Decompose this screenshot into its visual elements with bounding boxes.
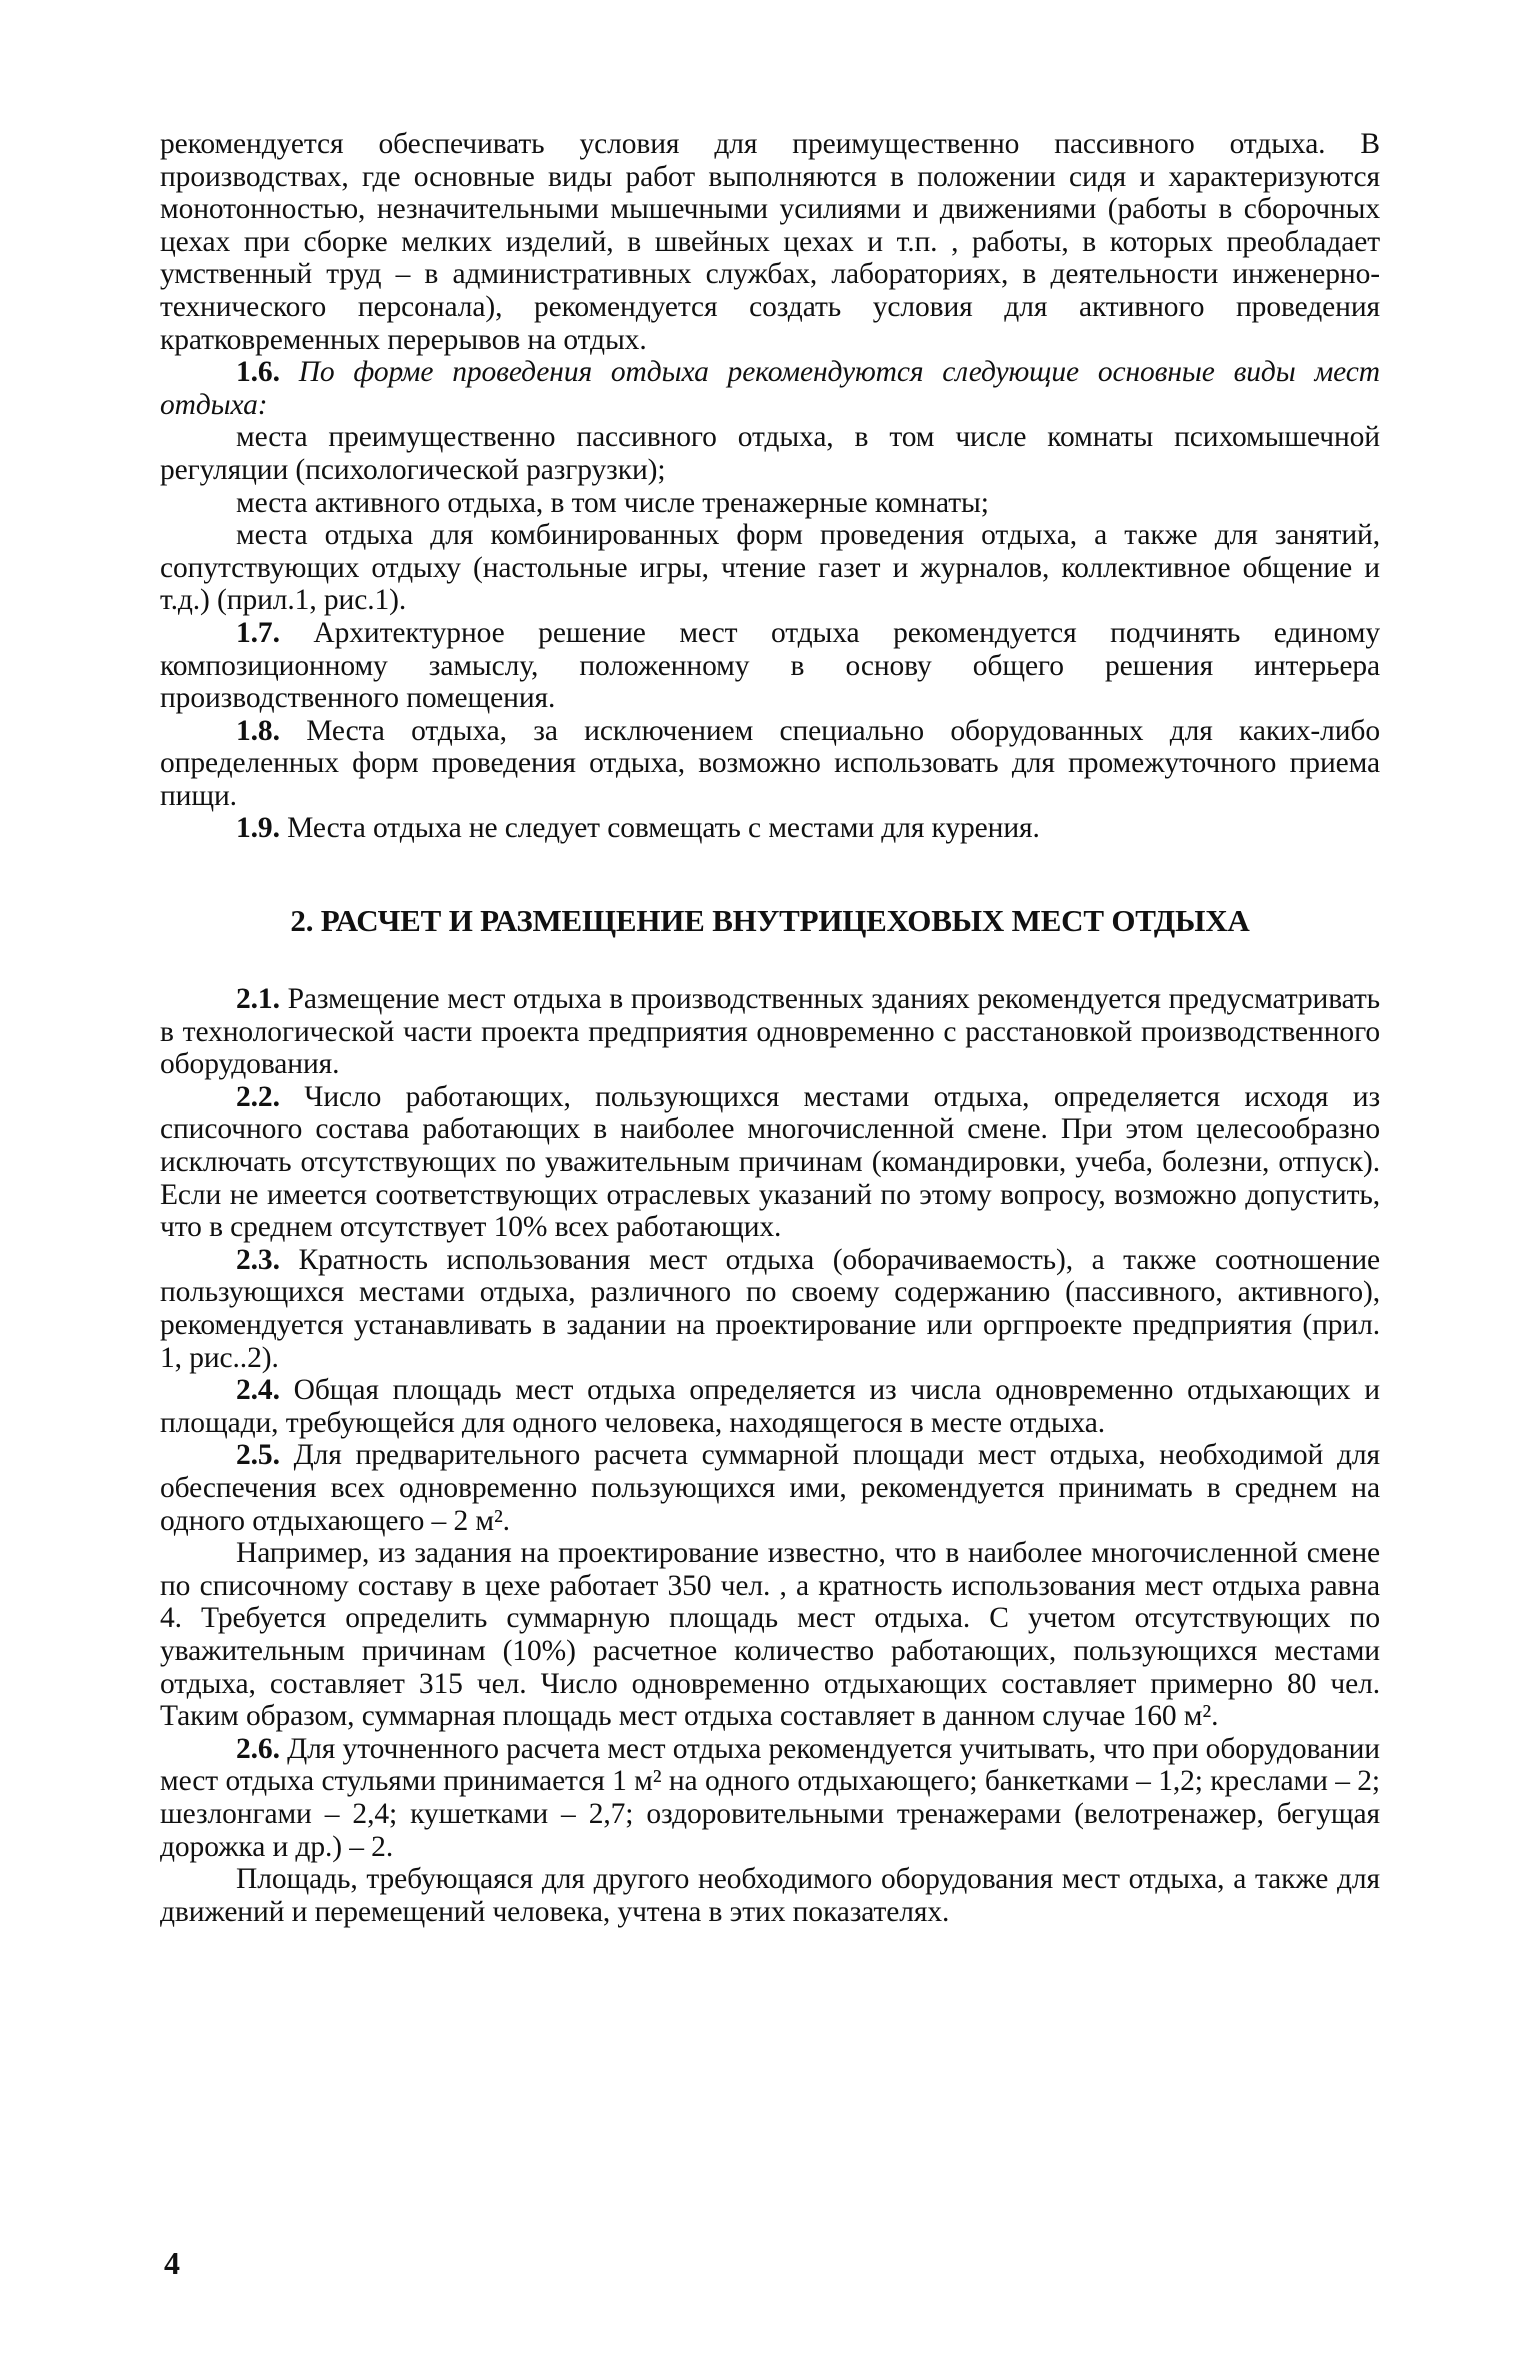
paragraph-2-6 bbox=[160, 1733, 1380, 1863]
paragraph-number: 1.6. bbox=[236, 356, 280, 389]
page-number: 4 bbox=[164, 2245, 180, 2281]
paragraph-text: Для уточненного расчета мест отдыха рекомендуется учитывать, что при оборудовании мест отдыха стульями принимается 1 м² на одного отдыхающего; банкетками – 1,2; креслами – 2; шезлонгами – 2,4; кушетками – 2,7; оздоровительными тренажерами (велотренажер, бегущая дорожка и др.) – 2. bbox=[160, 1732, 1380, 1863]
paragraph-number: 1.7. bbox=[236, 616, 280, 649]
paragraph-text: Архитектурное решение мест отдыха рекомендуется подчинять единому композиционному замыслу, положенному в основу общего решения интерьера производственного помещения. bbox=[160, 616, 1380, 715]
paragraph-example bbox=[160, 1537, 1380, 1733]
paragraph-text: По форме проведения отдыха рекомендуются следующие основные виды мест отдыха: bbox=[160, 356, 1380, 421]
paragraph-number: 1.8. bbox=[236, 714, 280, 747]
list-item-passive-rest bbox=[160, 421, 1380, 486]
paragraph-1-5-continuation bbox=[160, 128, 1380, 356]
paragraph-number: 2.4. bbox=[236, 1374, 280, 1407]
paragraph-1-7 bbox=[160, 617, 1380, 715]
paragraph-1-8 bbox=[160, 715, 1380, 813]
list-item-active-rest bbox=[160, 487, 1380, 520]
paragraph-text: Площадь, требующаяся для другого необходимого оборудования мест отдыха, а также для движений и перемещений человека, учтена в этих показателях. bbox=[160, 1863, 1380, 1928]
paragraph-text: Кратность использования мест отдыха (оборачиваемость), а также соотношение пользующихся местами отдыха, различного по своему содержанию (пассивного, активного), рекомендуется устанавливать в задании на проектирование или оргпроекте предприятия (прил. 1, рис..2). bbox=[160, 1243, 1381, 1374]
paragraph-text: Места отдыха не следует совмещать с местами для курения. bbox=[287, 812, 1040, 845]
paragraph-area-note bbox=[160, 1863, 1380, 1928]
paragraph-text: Общая площадь мест отдыха определяется из числа одновременно отдыхающих и площади, требующейся для одного человека, находящегося в месте отдыха. bbox=[160, 1374, 1380, 1439]
paragraph-text: рекомендуется обеспечивать условия для преимущественно пассивного отдыха. В производствах, где основные виды работ выполняются в положении сидя и характеризуются монотонностью, незначительными мышечными усилиями и движениями (работы в сборочных цехах при сборке мелких изделий, в швейных цехах и т.п. , работы, в которых преобладает умственный труд – в административных службах, лабораториях, в деятельности инженерно-технического персонала), рекомендуется создать условия для активного проведения кратковременных перерывов на отдых. bbox=[160, 128, 1380, 356]
paragraph-2-3 bbox=[160, 1244, 1380, 1374]
paragraph-text: Например, из задания на проектирование известно, что в наиболее многочисленной смене по списочному составу в цехе работает 350 чел. , а кратность использования мест отдыха равна 4. Требуется определить суммарную площадь мест отдыха. С учетом отсутствующих по уважительным причинам (10%) расчетное количество работающих, пользующихся местами отдыха, составляет 315 чел. Число одновременно отдыхающих составляет примерно 80 чел. Таким образом, суммарная площадь мест отдыха составляет в данном случае 160 м². bbox=[160, 1537, 1380, 1733]
paragraph-text: места преимущественно пассивного отдыха, в том числе комнаты психомышечной регуляции (психологической разгрузки); bbox=[160, 421, 1380, 486]
section-heading: 2. РАСЧЕТ И РАЗМЕЩЕНИЕ ВНУТРИЦЕХОВЫХ МЕСТ ОТДЫХА bbox=[290, 903, 1250, 939]
paragraph-text: Места отдыха, за исключением специально оборудованных для каких-либо определенных форм проведения отдыха, возможно использовать для промежуточного приема пищи. bbox=[160, 714, 1380, 812]
paragraph-number: 2.1. bbox=[236, 983, 280, 1016]
paragraph-1-9 bbox=[160, 812, 1380, 845]
paragraph-2-4 bbox=[160, 1374, 1380, 1439]
paragraph-number: 2.2. bbox=[236, 1080, 280, 1113]
paragraph-number: 2.5. bbox=[236, 1439, 280, 1472]
paragraph-text: Число работающих, пользующихся местами отдыха, определяется исходя из списочного состава работающих в наиболее многочисленной смене. При этом целесообразно исключать отсутствующих по уважительным причинам (командировки, учеба, болезни, отпуск). Если не имеется соответствующих отраслевых указаний по этому вопросу, возможно допустить, что в среднем отсутствует 10% всех работающих. bbox=[160, 1080, 1381, 1244]
paragraph-number: 1.9. bbox=[236, 812, 280, 845]
list-item-combined-rest bbox=[160, 519, 1380, 617]
paragraph-2-1 bbox=[160, 983, 1380, 1081]
paragraph-text: места отдыха для комбинированных форм проведения отдыха, а также для занятий, сопутствующих отдыху (настольные игры, чтение газет и журналов, коллективное общение и т.д.) (прил.1, рис.1). bbox=[160, 519, 1380, 617]
paragraph-number: 2.6. bbox=[236, 1732, 280, 1765]
paragraph-text: места активного отдыха, в том числе тренажерные комнаты; bbox=[236, 486, 989, 519]
paragraph-number: 2.3. bbox=[236, 1243, 280, 1276]
paragraph-text: Размещение мест отдыха в производственных зданиях рекомендуется предусматривать в технологической части проекта предприятия одновременно с расстановкой производственного оборудования. bbox=[160, 983, 1381, 1081]
paragraph-1-6 bbox=[160, 356, 1380, 421]
paragraph-2-2 bbox=[160, 1081, 1380, 1244]
paragraph-2-5 bbox=[160, 1439, 1380, 1537]
paragraph-text: Для предварительного расчета суммарной площади мест отдыха, необходимой для обеспечения всех одновременно пользующихся ими, рекомендуется принимать в среднем на одного отдыхающего – 2 м². bbox=[160, 1439, 1380, 1537]
